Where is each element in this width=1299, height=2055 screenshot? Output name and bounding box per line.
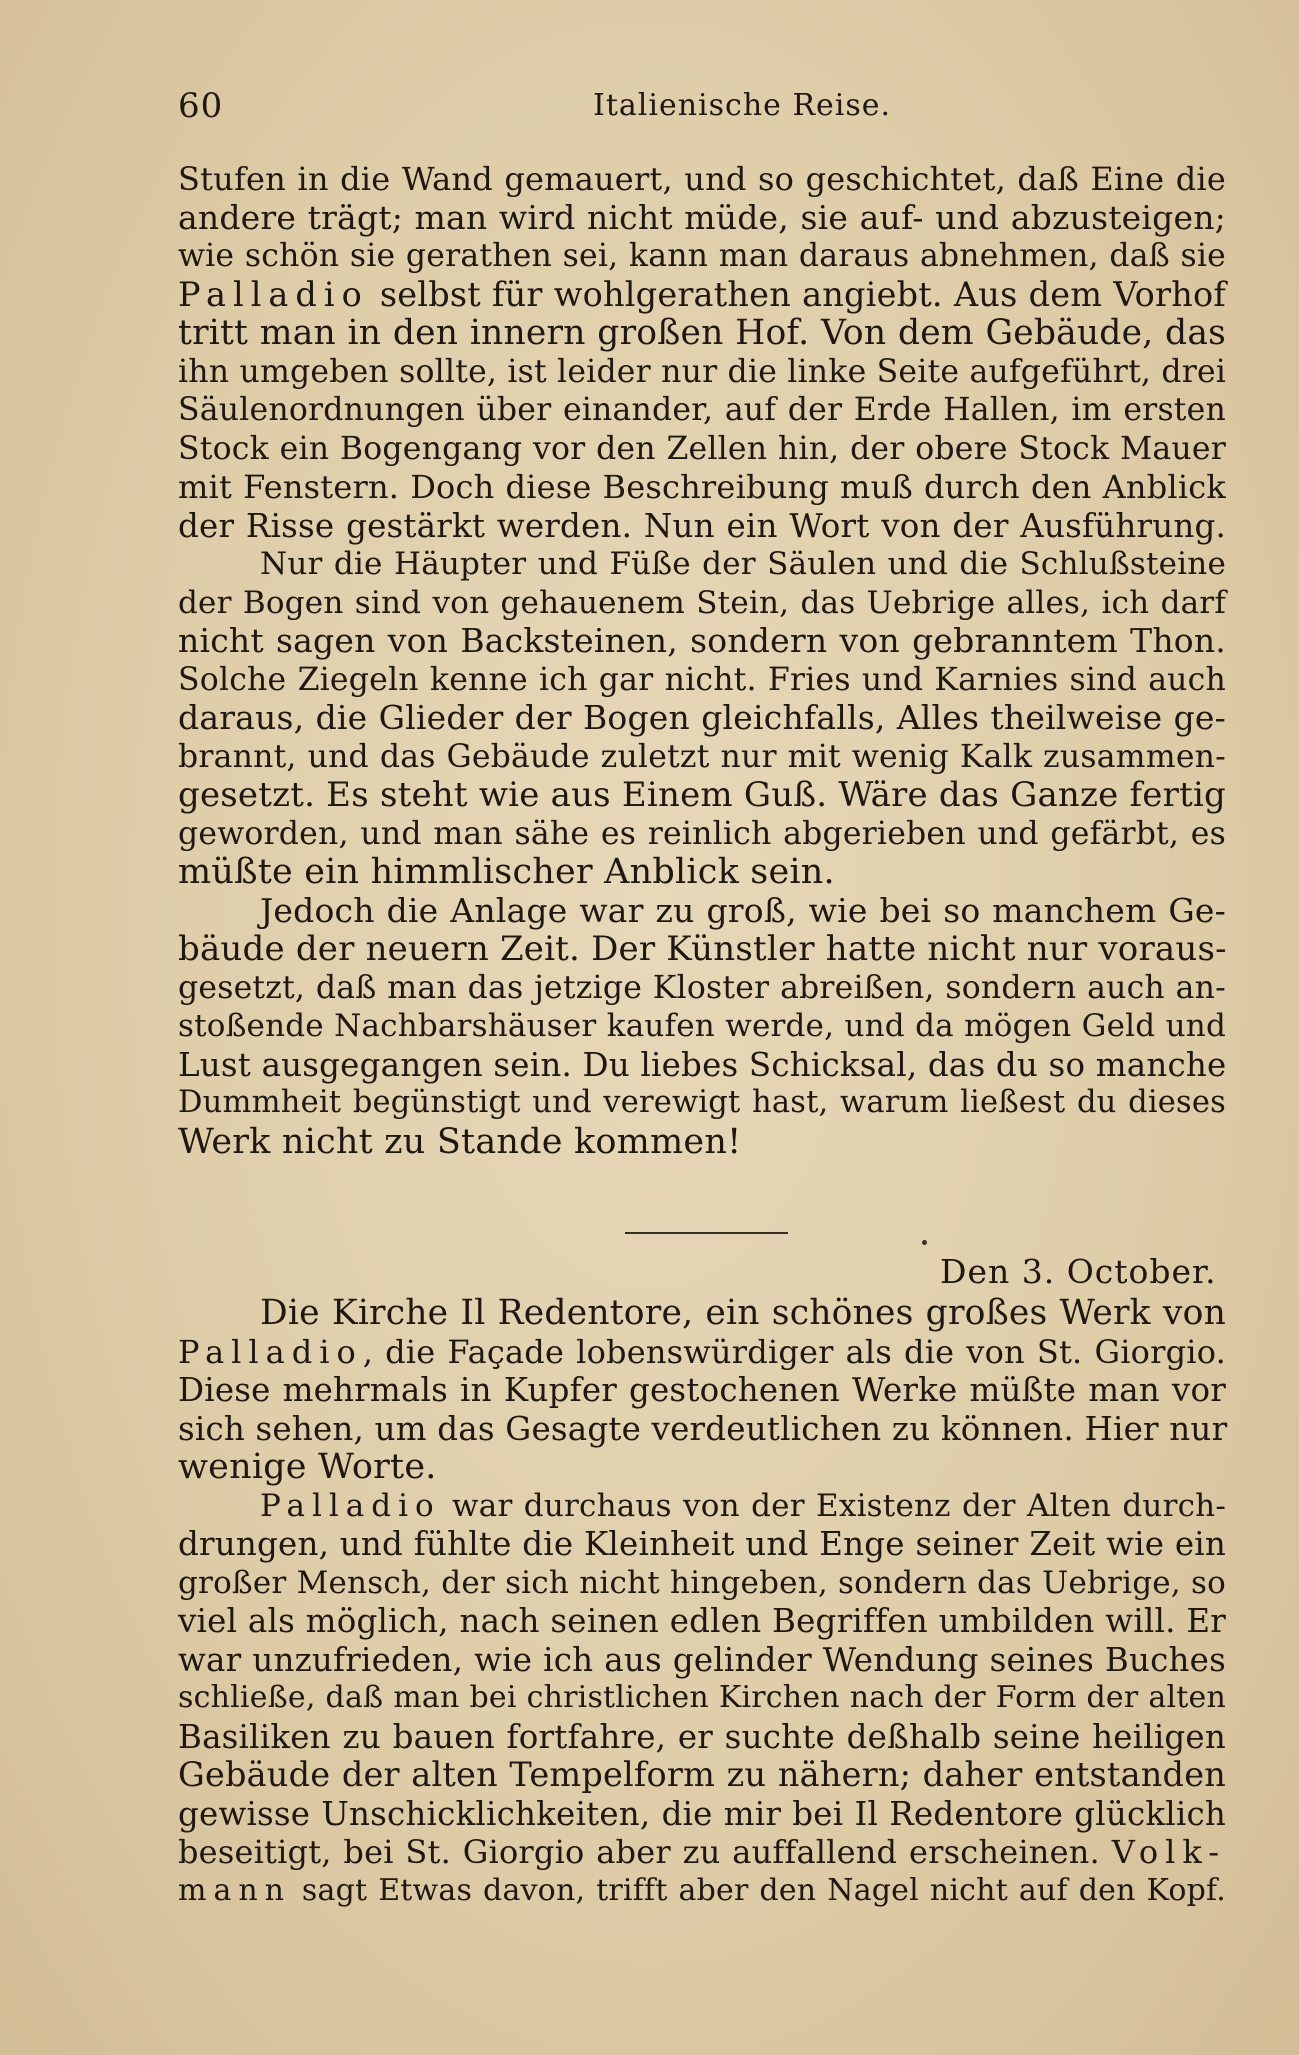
text-line: großer Mensch, der sich nicht hingeben, sondern das Uebrige, so: [178, 1564, 1226, 1601]
text-line: Lust ausgegangen sein. Du liebes Schicksal, das du so manche: [178, 1045, 1227, 1084]
text-line: Die Kirche Il Redentore, ein schönes großes Werk von: [260, 1293, 1226, 1333]
text-line: [178, 1833, 1226, 1872]
text-line: geworden, und man sähe es reinlich abgerieben und gefärbt, es: [178, 815, 1226, 852]
text-line-rest: selbst für wohlgerathen angiebt. Aus dem Vorhof: [379, 274, 1226, 314]
text-line: bäude der neuern Zeit. Der Künstler hatte nicht nur voraus-: [178, 929, 1227, 969]
text-line: Säulenordnungen über einander, auf der Erde Hallen, im ersten: [178, 392, 1226, 428]
text-line: gewisse Unschicklichkeiten, die mir bei Il Redentore glücklich: [178, 1794, 1226, 1833]
text-line: Dummheit begünstigt und verewigt hast, warum ließest du dieses: [178, 1085, 1226, 1120]
page-header: [178, 86, 1078, 132]
emphasized-name: Palladio: [260, 1487, 441, 1524]
text-line: Palladio, die Façade lobenswürdiger als die von St. Giorgio.: [178, 1332, 1227, 1371]
page-number: 60: [178, 86, 224, 126]
text-line: Stock ein Bogengang vor den Zellen hin, der obere Stock Mauer: [178, 430, 1226, 467]
text-line: andere trägt; man wird nicht müde, sie auf- und abzusteigen;: [178, 197, 1226, 237]
text-line: [178, 1872, 1226, 1911]
emphasized-name: Volk-: [1111, 1833, 1226, 1871]
section-2-text: [178, 1294, 1226, 1910]
emphasized-name: Palladio: [178, 1332, 363, 1371]
emphasized-name: Palladio: [178, 274, 369, 314]
text-line: der Risse gestärkt werden. Nun ein Wort von der Ausführung.: [178, 506, 1226, 545]
text-line: der Bogen sind von gehauenem Stein, das Uebrige alles, ich darf: [178, 584, 1226, 621]
text-line-rest: die Façade lobenswürdiger als die von St. Giorgio.: [385, 1332, 1227, 1371]
text-line: wenige Worte.: [178, 1447, 437, 1487]
text-line: brannt, und das Gebäude zuletzt nur mit wenig Kalk zusammen-: [178, 738, 1226, 775]
text-line: gesetzt. Es steht wie aus Einem Guß. Wäre das Ganze fertig: [178, 775, 1226, 815]
emphasized-name: mann: [178, 1872, 291, 1908]
text-line: Solche Ziegeln kenne ich gar nicht. Fries und Karnies sind auch: [178, 661, 1226, 698]
text-line: nicht sagen von Backsteinen, sondern von gebranntem Thon.: [178, 621, 1226, 660]
text-line: Werk nicht zu Stande kommen!: [178, 1121, 742, 1162]
text-line: Jedoch die Anlage war zu groß, wie bei so manchem Ge-: [260, 890, 1226, 930]
text-line: Basiliken zu bauen fortfahre, er suchte deßhalb seine heiligen: [178, 1717, 1226, 1756]
text-line: drungen, und fühlte die Kleinheit und Enge seiner Zeit wie ein: [178, 1525, 1226, 1563]
text-line: ihn umgeben sollte, ist leider nur die linke Seite aufgeführt, drei: [178, 353, 1227, 390]
text-line: stoßende Nachbarshäuser kaufen werde, und da mögen Geld und: [178, 1008, 1226, 1044]
text-line-rest: war durchaus von der Existenz der Alten durch-: [452, 1487, 1226, 1524]
text-line: müßte ein himmlischer Anblick sein.: [178, 852, 835, 892]
text-line: Nur die Häupter und Füße der Säulen und die Schlußsteine: [260, 546, 1226, 582]
text-line: Stufen in die Wand gemauert, und so geschichtet, daß Eine die: [178, 160, 1226, 198]
print-speck: [922, 1240, 927, 1245]
text-line: wie schön sie gerathen sei, kann man daraus abnehmen, daß sie: [178, 238, 1226, 274]
text-line: daraus, die Glieder der Bogen gleichfalls, Alles theilweise ge-: [178, 698, 1226, 737]
text-line: sich sehen, um das Gesagte verdeutlichen zu können. Hier nur: [178, 1409, 1228, 1448]
text-line: Gebäude der alten Tempelform zu nähern; daher entstanden: [178, 1755, 1226, 1794]
running-title: Italienische Reise.: [593, 88, 892, 123]
text-line: tritt man in den innern großen Hof. Von dem Gebäude, das: [178, 313, 1226, 353]
text-line: mit Fenstern. Doch diese Beschreibung muß durch den Anblick: [178, 468, 1226, 506]
section-divider: [625, 1232, 788, 1234]
section-1-text: [178, 160, 1226, 1161]
text-line-rest: beseitigt, bei St. Giorgio aber zu auffallend erscheinen.: [178, 1833, 1100, 1871]
text-line: [178, 1487, 1226, 1526]
text-line: war unzufrieden, wie ich aus gelinder Wendung seines Buches: [178, 1640, 1226, 1679]
text-line: viel als möglich, nach seinen edlen Begriffen umbilden will. Er: [178, 1602, 1226, 1640]
dateline: Den 3. October.: [940, 1252, 1217, 1291]
text-line-rest: sagt Etwas davon, trifft aber den Nagel nicht auf den Kopf.: [301, 1872, 1226, 1908]
text-line: schließe, daß man bei christlichen Kirchen nach der Form der alten: [178, 1680, 1226, 1715]
text-line: [178, 276, 1226, 315]
text-line: Diese mehrmals in Kupfer gestochenen Werke müßte man vor: [178, 1371, 1226, 1409]
text-line: gesetzt, daß man das jetzige Kloster abreißen, sondern auch an-: [178, 969, 1226, 1006]
